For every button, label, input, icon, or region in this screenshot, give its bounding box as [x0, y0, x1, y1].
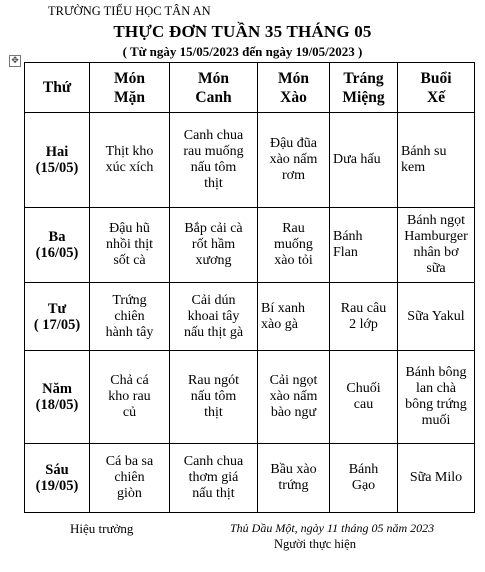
- main-dish-cell: Chả cá kho rau củ: [90, 351, 170, 444]
- header-row: [25, 63, 475, 113]
- day-cell: Sáu (19/05): [25, 444, 90, 513]
- column-header-dessert: Tráng Miệng: [330, 63, 398, 113]
- soup-cell: Canh chua thơm giá nấu thịt: [170, 444, 258, 513]
- column-header-soup: Món Canh: [170, 63, 258, 113]
- stir-fry-cell: Đậu đũa xào nấm rơm: [258, 113, 330, 208]
- main-dish-cell: Trứng chiên hành tây: [90, 283, 170, 351]
- soup-cell: Cải dún khoai tây nấu thịt gà: [170, 283, 258, 351]
- column-header-afternoon-snack: Buổi Xế: [398, 63, 475, 113]
- date-range: ( Từ ngày 15/05/2023 đến ngày 19/05/2023 ): [122, 44, 363, 59]
- table-row: [25, 444, 475, 513]
- soup-cell: Canh chua rau muống nấu tôm thịt: [170, 113, 258, 208]
- menu-title: THỰC ĐƠN TUẦN 35 THÁNG 05: [113, 22, 372, 41]
- snack-cell: Bánh bông lan chà bông trứng muối: [398, 351, 475, 444]
- dessert-cell: Rau câu 2 lớp: [330, 283, 398, 351]
- soup-cell: Rau ngót nấu tôm thịt: [170, 351, 258, 444]
- table-row: [25, 208, 475, 283]
- stir-fry-cell: Cải ngọt xào nấm bào ngư: [258, 351, 330, 444]
- principal-signature-label: Hiệu trưởng: [70, 521, 134, 536]
- stir-fry-cell: Bí xanh xào gà: [258, 283, 330, 351]
- dessert-cell: Bánh Gạo: [330, 444, 398, 513]
- soup-cell: Bắp cải cà rốt hầm xương: [170, 208, 258, 283]
- main-dish-cell: Đậu hũ nhồi thịt sốt cà: [90, 208, 170, 283]
- stir-fry-cell: Rau muống xào tỏi: [258, 208, 330, 283]
- weekly-menu-table: [24, 62, 475, 513]
- dessert-cell: Dưa hấu: [330, 113, 398, 208]
- snack-cell: Bánh su kem: [398, 113, 475, 208]
- table-row: [25, 113, 475, 208]
- snack-cell: Sữa Milo: [398, 444, 475, 513]
- preparer-signature-label: Người thực hiện: [274, 537, 356, 551]
- snack-cell: Sữa Yakul: [398, 283, 475, 351]
- snack-cell: Bánh ngọt Hamburger nhân bơ sữa: [398, 208, 475, 283]
- column-header-stir-fry: Món Xào: [258, 63, 330, 113]
- stir-fry-cell: Bầu xào trứng: [258, 444, 330, 513]
- dessert-cell: Chuối cau: [330, 351, 398, 444]
- table-move-handle-icon[interactable]: ✥: [9, 55, 21, 67]
- dessert-cell: Bánh Flan: [330, 208, 398, 283]
- column-header-main-dish: Món Mặn: [90, 63, 170, 113]
- main-dish-cell: Cá ba sa chiên giòn: [90, 444, 170, 513]
- signing-date: Thủ Dầu Một, ngày 11 tháng 05 năm 2023: [230, 521, 435, 535]
- day-cell: Hai (15/05): [25, 113, 90, 208]
- day-cell: Năm (18/05): [25, 351, 90, 444]
- main-dish-cell: Thịt kho xúc xích: [90, 113, 170, 208]
- table-row: [25, 283, 475, 351]
- column-header-day: Thứ: [25, 63, 90, 113]
- school-name: TRƯỜNG TIỂU HỌC TÂN AN: [48, 4, 211, 18]
- day-cell: Ba (16/05): [25, 208, 90, 283]
- table-row: [25, 351, 475, 444]
- day-cell: Tư ( 17/05): [25, 283, 90, 351]
